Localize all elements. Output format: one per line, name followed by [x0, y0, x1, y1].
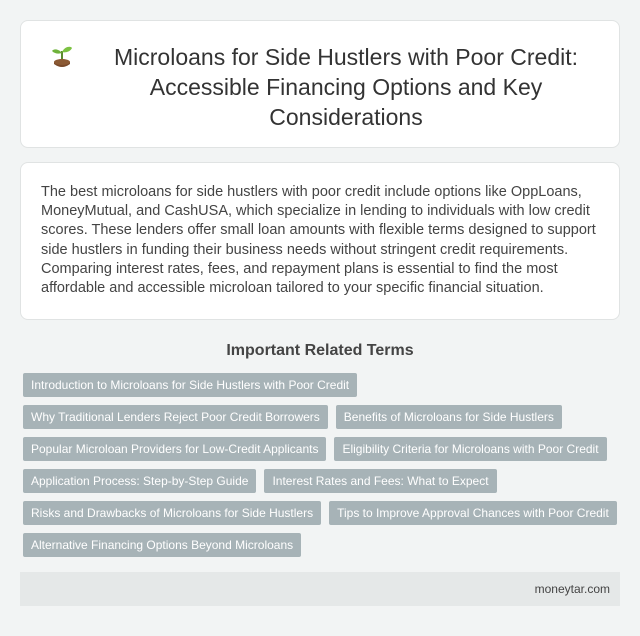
term-row — [23, 437, 623, 461]
term-row — [23, 501, 623, 525]
title-card — [20, 20, 620, 148]
sprout-icon — [50, 44, 74, 72]
term-tag[interactable]: Why Traditional Lenders Reject Poor Credit Borrowers — [23, 405, 328, 429]
term-tag[interactable]: Introduction to Microloans for Side Hustlers with Poor Credit — [23, 373, 357, 397]
related-terms-list — [23, 373, 623, 565]
intro-paragraph: The best microloans for side hustlers with poor credit include options like OppLoans, MoneyMutual, and CashUSA, which specialize in lending to individuals with low credit scores. These lenders offer small loan amounts with flexible terms designed to support side hustlers in funding their business needs without stringent credit requirements. Comparing interest rates, fees, and repayment plans is essential to find the most affordable and accessible microloan tailored to your specific financial situation. — [41, 184, 596, 297]
related-terms-heading: Important Related Terms — [226, 342, 414, 359]
term-row — [23, 469, 623, 493]
term-tag[interactable]: Alternative Financing Options Beyond Microloans — [23, 533, 301, 557]
footer — [20, 572, 620, 606]
term-row — [23, 533, 623, 557]
term-tag[interactable]: Popular Microloan Providers for Low-Credit Applicants — [23, 437, 326, 461]
term-tag[interactable]: Interest Rates and Fees: What to Expect — [264, 469, 496, 493]
intro-card — [20, 162, 620, 320]
page-title: Microloans for Side Hustlers with Poor Credit: Accessible Financing Options and Key Considerations — [114, 44, 578, 130]
term-tag[interactable]: Application Process: Step-by-Step Guide — [23, 469, 256, 493]
term-tag[interactable]: Risks and Drawbacks of Microloans for Side Hustlers — [23, 501, 321, 525]
term-row — [23, 405, 623, 429]
term-tag[interactable]: Eligibility Criteria for Microloans with Poor Credit — [334, 437, 606, 461]
term-tag[interactable]: Benefits of Microloans for Side Hustlers — [336, 405, 562, 429]
term-row — [23, 373, 623, 397]
term-tag[interactable]: Tips to Improve Approval Chances with Poor Credit — [329, 501, 617, 525]
footer-site-link[interactable]: moneytar.com — [534, 582, 610, 596]
